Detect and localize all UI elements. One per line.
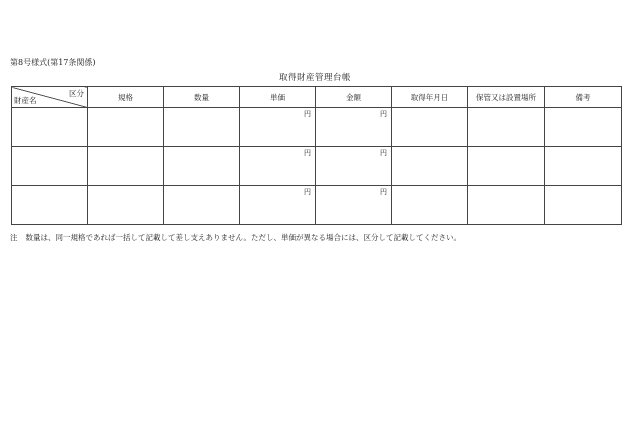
cell-quantity	[164, 108, 240, 147]
form-number: 第8号様式(第17条関係)	[10, 58, 96, 67]
yen-unit: 円	[380, 110, 387, 118]
asset-name-label: 財産名	[14, 96, 37, 105]
cell-unit-price	[240, 186, 316, 225]
category-label: 区分	[69, 89, 84, 98]
cell-amount	[316, 108, 392, 147]
cell-storage-location	[468, 186, 545, 225]
cell-storage-location	[468, 147, 545, 186]
yen-unit: 円	[380, 188, 387, 196]
cell-spec	[88, 147, 164, 186]
cell-spec	[88, 108, 164, 147]
cell-acquisition-date	[392, 186, 468, 225]
header-quantity: 数量	[164, 87, 240, 108]
cell-remarks	[545, 186, 622, 225]
header-storage-location: 保管又は設置場所	[468, 87, 545, 108]
header-remarks: 備考	[545, 87, 622, 108]
footnote-label: 注	[10, 233, 18, 242]
cell-amount	[316, 186, 392, 225]
table-row	[12, 108, 622, 147]
cell-acquisition-date	[392, 108, 468, 147]
cell-asset-name	[12, 108, 88, 147]
cell-remarks	[545, 147, 622, 186]
yen-unit: 円	[304, 149, 311, 157]
footnote	[10, 232, 461, 243]
header-unit-price: 単価	[240, 87, 316, 108]
corner-header-cell	[12, 87, 88, 108]
cell-spec	[88, 186, 164, 225]
document-title: 取得財産管理台帳	[278, 73, 351, 83]
yen-unit: 円	[304, 110, 311, 118]
table-row	[12, 147, 622, 186]
header-amount: 金額	[316, 87, 392, 108]
yen-unit: 円	[380, 149, 387, 157]
cell-acquisition-date	[392, 147, 468, 186]
cell-amount	[316, 147, 392, 186]
cell-asset-name	[12, 147, 88, 186]
header-acquisition-date: 取得年月日	[392, 87, 468, 108]
asset-ledger-table	[11, 86, 622, 225]
cell-storage-location	[468, 108, 545, 147]
cell-asset-name	[12, 186, 88, 225]
yen-unit: 円	[304, 188, 311, 196]
cell-unit-price	[240, 108, 316, 147]
cell-remarks	[545, 108, 622, 147]
cell-quantity	[164, 186, 240, 225]
cell-quantity	[164, 147, 240, 186]
footnote-text: 数量は、同一規格であれば一括して記載して差し支えありません。ただし、単価が異なる場合には、区分して記載してください。	[25, 233, 461, 242]
header-row	[12, 87, 622, 108]
header-spec: 規格	[88, 87, 164, 108]
table-row	[12, 186, 622, 225]
cell-unit-price	[240, 147, 316, 186]
